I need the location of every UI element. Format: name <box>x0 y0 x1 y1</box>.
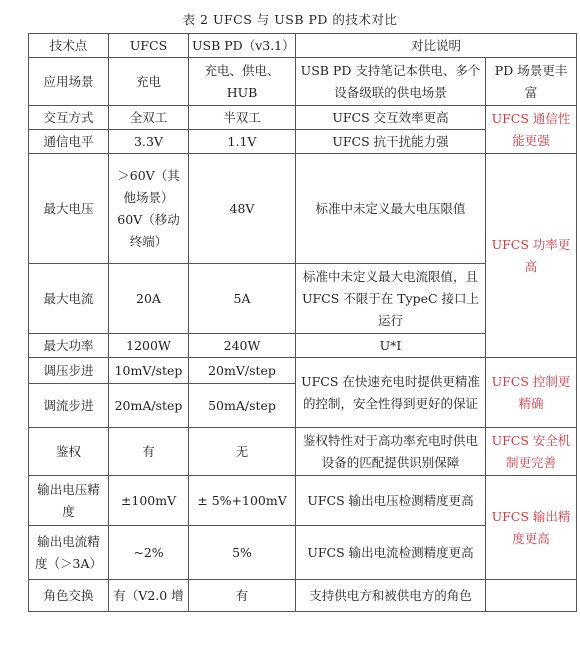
row-label: 角色交换 <box>29 580 109 612</box>
cell-ufcs: 20mA/step <box>109 384 189 428</box>
header-pd: USB PD（v3.1） <box>189 34 296 58</box>
cell-note-auth: UFCS 安全机制更完善 <box>486 428 577 476</box>
cell-ufcs: 全双工 <box>109 106 189 130</box>
cell-ufcs: 充电 <box>109 58 189 106</box>
table-header-row <box>29 34 577 58</box>
cell-ufcs: ±100mV <box>109 476 189 526</box>
cell-pd: ± 5%+100mV <box>189 476 296 526</box>
row-label: 交互方式 <box>29 106 109 130</box>
cell-desc: 标准中未定义最大电流限值，且UFCS 不限于在 TypeC 接口上运行 <box>296 264 486 334</box>
cell-note-role <box>486 580 577 612</box>
table-caption: 表 2 UFCS 与 USB PD 的技术对比 <box>182 12 398 27</box>
row-label: 应用场景 <box>29 58 109 106</box>
cell-ufcs: 有 <box>109 428 189 476</box>
cell-pd: 240W <box>189 334 296 358</box>
table-row <box>29 476 577 526</box>
cell-desc: 支持供电方和被供电方的角色 <box>296 580 486 612</box>
header-ufcs: UFCS <box>109 34 189 58</box>
cell-ufcs: 10mV/step <box>109 358 189 384</box>
table-row <box>29 358 577 384</box>
cell-pd: 半双工 <box>189 106 296 130</box>
cell-note-power: UFCS 功率更高 <box>486 154 577 358</box>
cell-desc: 鉴权特性对于高功率充电时供电设备的匹配提供识别保障 <box>296 428 486 476</box>
row-label: 调压步进 <box>29 358 109 384</box>
cell-pd: 50mA/step <box>189 384 296 428</box>
cell-ufcs: 1200W <box>109 334 189 358</box>
cell-desc: UFCS 交互效率更高 <box>296 106 486 130</box>
cell-ufcs: 有（V2.0 增 <box>109 580 189 612</box>
cell-desc: UFCS 输出电流检测精度更高 <box>296 526 486 580</box>
cell-desc: UFCS 抗干扰能力强 <box>296 130 486 154</box>
table-row <box>29 580 577 612</box>
cell-pd: 无 <box>189 428 296 476</box>
table-row <box>29 106 577 130</box>
cell-pd: 1.1V <box>189 130 296 154</box>
cell-pd: 有 <box>189 580 296 612</box>
cell-pd: 5A <box>189 264 296 334</box>
row-label: 最大电压 <box>29 154 109 264</box>
row-label: 调流步进 <box>29 384 109 428</box>
header-tech: 技术点 <box>29 34 109 58</box>
header-desc: 对比说明 <box>296 34 577 58</box>
table-row <box>29 58 577 106</box>
cell-note-step: UFCS 控制更精确 <box>486 358 577 428</box>
cell-pd: 48V <box>189 154 296 264</box>
cell-pd: 充电、供电、HUB <box>189 58 296 106</box>
cell-ufcs: 3.3V <box>109 130 189 154</box>
row-label: 通信电平 <box>29 130 109 154</box>
cell-note-comm: UFCS 通信性能更强 <box>486 106 577 154</box>
table-row <box>29 428 577 476</box>
cell-desc: U*I <box>296 334 486 358</box>
row-label: 最大功率 <box>29 334 109 358</box>
cell-pd: 5% <box>189 526 296 580</box>
cell-desc: UFCS 输出电压检测精度更高 <box>296 476 486 526</box>
table-row <box>29 154 577 264</box>
cell-ufcs: ＞60V（其他场景） 60V（移动终端） <box>109 154 189 264</box>
comparison-table <box>28 33 577 612</box>
cell-note-acc: UFCS 输出精度更高 <box>486 476 577 580</box>
row-label: 输出电压精度 <box>29 476 109 526</box>
cell-ufcs: ~2% <box>109 526 189 580</box>
cell-desc: USB PD 支持笔记本供电、多个设备级联的供电场景 <box>296 58 486 106</box>
row-label: 输出电流精度（＞3A） <box>29 526 109 580</box>
cell-desc-step: UFCS 在快速充电时提供更精准的控制，安全性得到更好的保证 <box>296 358 486 428</box>
cell-desc: 标准中未定义最大电压限值 <box>296 154 486 264</box>
row-label: 最大电流 <box>29 264 109 334</box>
cell-note: PD 场景更丰富 <box>486 58 577 106</box>
cell-pd: 20mV/step <box>189 358 296 384</box>
row-label: 鉴权 <box>29 428 109 476</box>
cell-ufcs: 20A <box>109 264 189 334</box>
